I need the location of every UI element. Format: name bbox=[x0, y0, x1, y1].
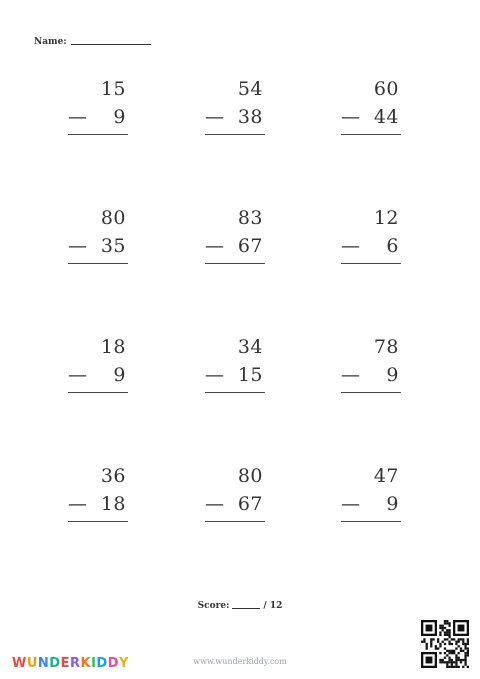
minuend: 80 bbox=[100, 207, 126, 229]
answer-line bbox=[341, 134, 401, 135]
score-label: Score: bbox=[197, 601, 230, 611]
minuend: 36 bbox=[100, 465, 126, 487]
answer-line bbox=[205, 521, 265, 522]
minus-sign: — bbox=[205, 106, 224, 128]
subtrahend: 18 bbox=[100, 493, 126, 515]
subtraction-problem bbox=[341, 336, 401, 396]
subtrahend: 6 bbox=[386, 235, 399, 257]
minus-sign: — bbox=[341, 493, 360, 515]
subtraction-problem bbox=[205, 465, 265, 525]
minuend: 47 bbox=[373, 465, 399, 487]
minuend: 15 bbox=[100, 78, 126, 100]
subtraction-problem bbox=[68, 78, 128, 138]
minus-sign: — bbox=[341, 235, 360, 257]
minus-sign: — bbox=[205, 493, 224, 515]
score-total: / 12 bbox=[263, 601, 283, 611]
subtrahend: 15 bbox=[237, 364, 263, 386]
answer-line bbox=[341, 392, 401, 393]
minuend: 34 bbox=[237, 336, 263, 358]
subtrahend: 35 bbox=[100, 235, 126, 257]
subtrahend: 9 bbox=[113, 106, 126, 128]
minus-sign: — bbox=[68, 493, 87, 515]
answer-line bbox=[205, 134, 265, 135]
subtrahend: 44 bbox=[373, 106, 399, 128]
subtraction-problem bbox=[68, 336, 128, 396]
subtrahend: 9 bbox=[113, 364, 126, 386]
subtraction-problem bbox=[68, 207, 128, 267]
subtrahend: 9 bbox=[386, 364, 399, 386]
answer-line bbox=[341, 521, 401, 522]
minuend: 12 bbox=[373, 207, 399, 229]
answer-line bbox=[68, 521, 128, 522]
subtraction-problem bbox=[205, 78, 265, 138]
subtraction-problem bbox=[341, 207, 401, 267]
minus-sign: — bbox=[205, 364, 224, 386]
website-url: www.wunderkiddy.com bbox=[193, 657, 287, 666]
minuend: 83 bbox=[237, 207, 263, 229]
subtraction-problem bbox=[68, 465, 128, 525]
answer-line bbox=[205, 263, 265, 264]
subtraction-problem bbox=[205, 336, 265, 396]
answer-line bbox=[205, 392, 265, 393]
minus-sign: — bbox=[205, 235, 224, 257]
answer-line bbox=[68, 134, 128, 135]
minus-sign: — bbox=[68, 235, 87, 257]
minuend: 60 bbox=[373, 78, 399, 100]
minus-sign: — bbox=[341, 364, 360, 386]
minus-sign: — bbox=[341, 106, 360, 128]
minus-sign: — bbox=[68, 364, 87, 386]
name-label: Name: bbox=[34, 37, 67, 47]
answer-line bbox=[68, 263, 128, 264]
subtrahend: 67 bbox=[237, 235, 263, 257]
answer-line bbox=[341, 263, 401, 264]
subtraction-problem bbox=[341, 465, 401, 525]
score-blank-line bbox=[232, 608, 260, 609]
minus-sign: — bbox=[68, 106, 87, 128]
minuend: 54 bbox=[237, 78, 263, 100]
qr-code-icon bbox=[421, 620, 469, 668]
subtrahend: 9 bbox=[386, 493, 399, 515]
minuend: 78 bbox=[373, 336, 399, 358]
minuend: 18 bbox=[100, 336, 126, 358]
subtraction-problem bbox=[341, 78, 401, 138]
subtrahend: 38 bbox=[237, 106, 263, 128]
subtraction-problem bbox=[205, 207, 265, 267]
score-row bbox=[0, 601, 480, 611]
subtrahend: 67 bbox=[237, 493, 263, 515]
answer-line bbox=[68, 392, 128, 393]
brand-logo: WUNDERKIDDY bbox=[12, 656, 129, 671]
minuend: 80 bbox=[237, 465, 263, 487]
